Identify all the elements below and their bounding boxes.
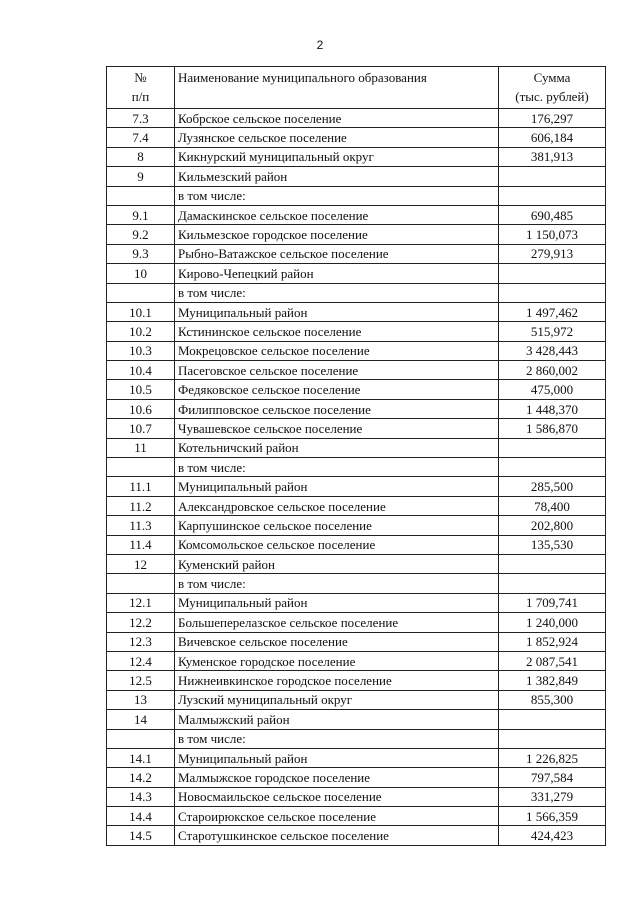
row-number: 7.3 bbox=[107, 109, 175, 128]
row-sum bbox=[499, 710, 606, 729]
row-sum bbox=[499, 186, 606, 205]
row-name: Кстининское сельское поселение bbox=[175, 322, 499, 341]
row-number: 11.3 bbox=[107, 516, 175, 535]
table-row bbox=[107, 671, 606, 690]
row-name: Александровское сельское поселение bbox=[175, 496, 499, 515]
row-sum: 1 448,370 bbox=[499, 399, 606, 418]
row-name: Старотушкинское сельское поселение bbox=[175, 826, 499, 845]
table-row bbox=[107, 244, 606, 263]
row-number bbox=[107, 283, 175, 302]
table-row bbox=[107, 826, 606, 845]
row-sum bbox=[499, 458, 606, 477]
row-name: Пасеговское сельское поселение bbox=[175, 361, 499, 380]
row-number: 8 bbox=[107, 147, 175, 166]
table-row bbox=[107, 787, 606, 806]
row-sum: 285,500 bbox=[499, 477, 606, 496]
row-number: 9 bbox=[107, 167, 175, 186]
table-row bbox=[107, 283, 606, 302]
row-name: в том числе: bbox=[175, 186, 499, 205]
header-number bbox=[107, 67, 175, 109]
row-name: Вичевское сельское поселение bbox=[175, 632, 499, 651]
row-number: 12.1 bbox=[107, 593, 175, 612]
table-row bbox=[107, 651, 606, 670]
table-row bbox=[107, 496, 606, 515]
row-sum: 1 226,825 bbox=[499, 748, 606, 767]
row-sum: 1 382,849 bbox=[499, 671, 606, 690]
row-number: 10.1 bbox=[107, 302, 175, 321]
table-row bbox=[107, 128, 606, 147]
table-row bbox=[107, 147, 606, 166]
row-name: Малмыжский район bbox=[175, 710, 499, 729]
row-name: в том числе: bbox=[175, 458, 499, 477]
row-number: 14.2 bbox=[107, 768, 175, 787]
header-number-line1: № bbox=[134, 70, 147, 85]
row-name: в том числе: bbox=[175, 283, 499, 302]
page-number: 2 bbox=[316, 38, 324, 52]
row-name: Муниципальный район bbox=[175, 477, 499, 496]
row-sum: 424,423 bbox=[499, 826, 606, 845]
row-number: 9.1 bbox=[107, 205, 175, 224]
row-sum: 3 428,443 bbox=[499, 341, 606, 360]
row-number: 12.5 bbox=[107, 671, 175, 690]
row-sum: 1 586,870 bbox=[499, 419, 606, 438]
header-name-text: Наименование муниципального образования bbox=[178, 70, 427, 85]
table-row bbox=[107, 516, 606, 535]
row-name: Лузянское сельское поселение bbox=[175, 128, 499, 147]
table-row bbox=[107, 186, 606, 205]
table-header bbox=[107, 67, 606, 109]
row-name: в том числе: bbox=[175, 729, 499, 748]
row-name: Куменский район bbox=[175, 554, 499, 573]
table-row bbox=[107, 613, 606, 632]
row-number: 11.1 bbox=[107, 477, 175, 496]
row-name: Мокрецовское сельское поселение bbox=[175, 341, 499, 360]
row-number: 14.4 bbox=[107, 807, 175, 826]
row-sum: 1 852,924 bbox=[499, 632, 606, 651]
row-sum: 475,000 bbox=[499, 380, 606, 399]
table-body bbox=[107, 109, 606, 846]
row-number bbox=[107, 574, 175, 593]
row-sum bbox=[499, 283, 606, 302]
row-number bbox=[107, 186, 175, 205]
row-number: 12.3 bbox=[107, 632, 175, 651]
row-number: 10.2 bbox=[107, 322, 175, 341]
table-row bbox=[107, 690, 606, 709]
row-number: 13 bbox=[107, 690, 175, 709]
row-sum: 331,279 bbox=[499, 787, 606, 806]
table-row bbox=[107, 167, 606, 186]
row-sum: 1 566,359 bbox=[499, 807, 606, 826]
row-number: 10.5 bbox=[107, 380, 175, 399]
row-number: 10 bbox=[107, 264, 175, 283]
table-row bbox=[107, 302, 606, 321]
header-name bbox=[175, 67, 499, 109]
table-row bbox=[107, 729, 606, 748]
row-number: 10.3 bbox=[107, 341, 175, 360]
table-row bbox=[107, 205, 606, 224]
row-name: Федяковское сельское поселение bbox=[175, 380, 499, 399]
row-number: 9.2 bbox=[107, 225, 175, 244]
row-sum: 176,297 bbox=[499, 109, 606, 128]
row-name: Дамаскинское сельское поселение bbox=[175, 205, 499, 224]
table-row bbox=[107, 341, 606, 360]
row-name: Лузский муниципальный округ bbox=[175, 690, 499, 709]
row-sum: 1 240,000 bbox=[499, 613, 606, 632]
row-sum: 202,800 bbox=[499, 516, 606, 535]
row-name: Котельничский район bbox=[175, 438, 499, 457]
row-sum bbox=[499, 438, 606, 457]
row-number: 9.3 bbox=[107, 244, 175, 263]
row-sum: 381,913 bbox=[499, 147, 606, 166]
row-sum: 797,584 bbox=[499, 768, 606, 787]
row-name: Кикнурский муниципальный округ bbox=[175, 147, 499, 166]
row-sum: 690,485 bbox=[499, 205, 606, 224]
row-number: 12.2 bbox=[107, 613, 175, 632]
table-row bbox=[107, 380, 606, 399]
row-sum bbox=[499, 167, 606, 186]
row-sum bbox=[499, 554, 606, 573]
row-name: Нижнеивкинское городское поселение bbox=[175, 671, 499, 690]
row-sum: 279,913 bbox=[499, 244, 606, 263]
table-row bbox=[107, 710, 606, 729]
row-name: Рыбно-Ватажское сельское поселение bbox=[175, 244, 499, 263]
row-name: Муниципальный район bbox=[175, 302, 499, 321]
header-number-line2: п/п bbox=[131, 89, 150, 104]
table-row bbox=[107, 807, 606, 826]
table-row bbox=[107, 574, 606, 593]
row-sum: 606,184 bbox=[499, 128, 606, 147]
row-name: Большеперелазское сельское поселение bbox=[175, 613, 499, 632]
row-sum: 1 150,073 bbox=[499, 225, 606, 244]
row-number bbox=[107, 458, 175, 477]
header-sum-line1: Сумма bbox=[533, 70, 571, 85]
table-row bbox=[107, 361, 606, 380]
row-name: Комсомольское сельское поселение bbox=[175, 535, 499, 554]
row-name: в том числе: bbox=[175, 574, 499, 593]
row-name: Муниципальный район bbox=[175, 748, 499, 767]
row-sum: 2 860,002 bbox=[499, 361, 606, 380]
table-row bbox=[107, 438, 606, 457]
table-row bbox=[107, 322, 606, 341]
row-number: 11 bbox=[107, 438, 175, 457]
table-row bbox=[107, 768, 606, 787]
row-number: 11.2 bbox=[107, 496, 175, 515]
row-name: Кильмезский район bbox=[175, 167, 499, 186]
row-name: Староирюкское сельское поселение bbox=[175, 807, 499, 826]
table-row bbox=[107, 399, 606, 418]
row-number: 10.4 bbox=[107, 361, 175, 380]
row-sum: 2 087,541 bbox=[499, 651, 606, 670]
row-name: Карпушинское сельское поселение bbox=[175, 516, 499, 535]
row-name: Кирово-Чепецкий район bbox=[175, 264, 499, 283]
header-row bbox=[107, 67, 606, 109]
row-sum: 1 497,462 bbox=[499, 302, 606, 321]
row-sum bbox=[499, 264, 606, 283]
row-name: Чувашевское сельское поселение bbox=[175, 419, 499, 438]
row-number: 12.4 bbox=[107, 651, 175, 670]
row-name: Куменское городское поселение bbox=[175, 651, 499, 670]
row-number: 14.5 bbox=[107, 826, 175, 845]
row-name: Новосмаильское сельское поселение bbox=[175, 787, 499, 806]
row-name: Кильмезское городское поселение bbox=[175, 225, 499, 244]
table-row bbox=[107, 477, 606, 496]
row-sum: 135,530 bbox=[499, 535, 606, 554]
row-number: 14.1 bbox=[107, 748, 175, 767]
table-row bbox=[107, 535, 606, 554]
row-sum: 1 709,741 bbox=[499, 593, 606, 612]
row-sum bbox=[499, 574, 606, 593]
row-number: 14 bbox=[107, 710, 175, 729]
table-row bbox=[107, 109, 606, 128]
table-row bbox=[107, 632, 606, 651]
table-row bbox=[107, 264, 606, 283]
row-number: 10.7 bbox=[107, 419, 175, 438]
row-name: Муниципальный район bbox=[175, 593, 499, 612]
row-name: Филипповское сельское поселение bbox=[175, 399, 499, 418]
row-number: 10.6 bbox=[107, 399, 175, 418]
row-sum: 78,400 bbox=[499, 496, 606, 515]
table-row bbox=[107, 554, 606, 573]
table-row bbox=[107, 225, 606, 244]
row-number: 12 bbox=[107, 554, 175, 573]
row-number: 11.4 bbox=[107, 535, 175, 554]
table-row bbox=[107, 458, 606, 477]
table-row bbox=[107, 593, 606, 612]
row-name: Кобрское сельское поселение bbox=[175, 109, 499, 128]
row-number bbox=[107, 729, 175, 748]
row-sum bbox=[499, 729, 606, 748]
header-sum bbox=[499, 67, 606, 109]
row-sum: 515,972 bbox=[499, 322, 606, 341]
table-row bbox=[107, 748, 606, 767]
row-sum: 855,300 bbox=[499, 690, 606, 709]
row-name: Малмыжское городское поселение bbox=[175, 768, 499, 787]
allocation-table bbox=[106, 66, 606, 846]
row-number: 7.4 bbox=[107, 128, 175, 147]
row-number: 14.3 bbox=[107, 787, 175, 806]
table-row bbox=[107, 419, 606, 438]
header-sum-line2: (тыс. рублей) bbox=[515, 89, 589, 104]
